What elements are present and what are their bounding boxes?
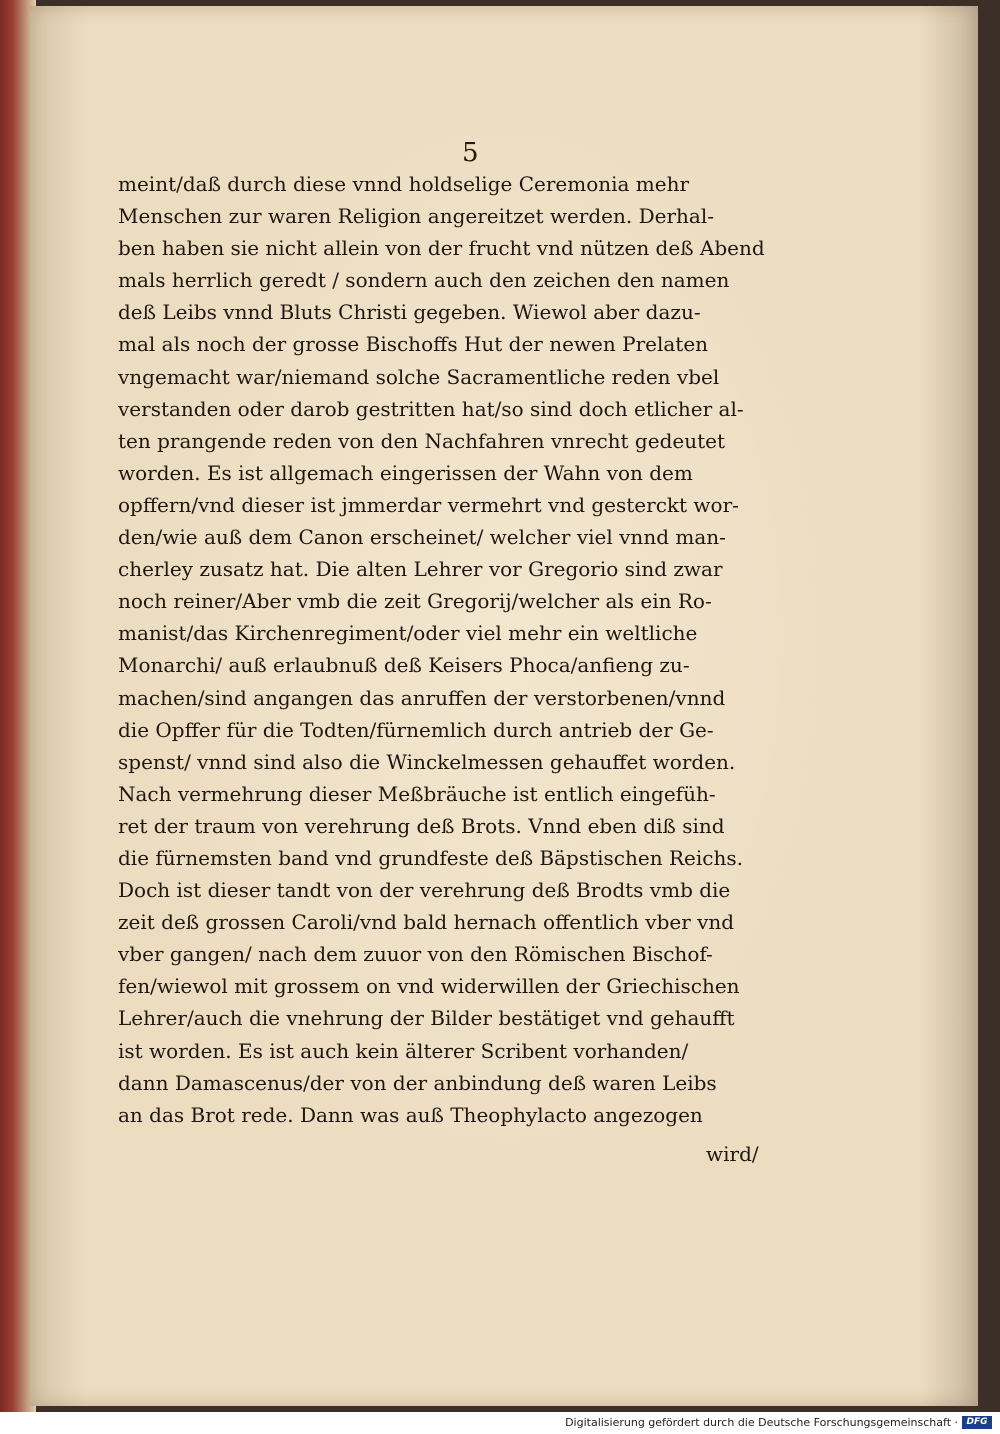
- text-line: fen/wiewol mit grossem on vnd widerwillen der Griechischen: [118, 974, 740, 999]
- text-line: manist/das Kirchenregiment/oder viel mehr ein weltliche: [118, 621, 698, 646]
- text-line: die fürnemsten band vnd grundfeste deß Bäpstischen Reichs.: [118, 845, 743, 870]
- text-line: spenst/ vnnd sind also die Winckelmessen gehauffet worden.: [118, 749, 736, 774]
- text-line: Nach vermehrung dieser Meßbräuche ist entlich eingefüh-: [118, 781, 716, 806]
- text-line: machen/sind angangen das anruffen der verstorbenen/vnnd: [118, 685, 726, 710]
- text-line: Monarchi/ auß erlaubnuß deß Keisers Phoca/anfieng zu-: [118, 653, 690, 678]
- funding-credit: Digitalisierung gefördert durch die Deutsche Forschungsgemeinschaft ·: [565, 1416, 958, 1429]
- page-number: 5: [462, 138, 479, 168]
- text-line: Menschen zur waren Religion angereitzet werden. Derhal-: [118, 204, 714, 229]
- text-line: vngemacht war/niemand solche Sacramentliche reden vbel: [118, 364, 720, 389]
- text-line: ten prangende reden von den Nachfahren vnrecht gedeutet: [118, 428, 725, 453]
- text-line: verstanden oder darob gestritten hat/so sind doch etlicher al-: [118, 396, 744, 421]
- text-line: meint/daß durch diese vnnd holdselige Ceremonia mehr: [118, 172, 690, 196]
- catchword: wird/: [706, 1142, 759, 1166]
- text-line: Lehrer/auch die vnehrung der Bilder bestätiget vnd gehaufft: [118, 1006, 735, 1031]
- text-line: mal als noch der grosse Bischoffs Hut der newen Prelaten: [118, 332, 709, 357]
- text-line: zeit deß grossen Caroli/vnd bald hernach offentlich vber vnd: [118, 910, 735, 935]
- text-line: worden. Es ist allgemach eingerissen der Wahn von dem: [118, 460, 693, 485]
- text-line: ret der traum von verehrung deß Brots. Vnnd eben diß sind: [118, 813, 725, 838]
- text-line: opffern/vnd dieser ist jmmerdar vermehrt vnd gesterckt wor-: [118, 492, 739, 517]
- text-line: dann Damascenus/der von der anbindung deß waren Leibs: [118, 1070, 717, 1095]
- text-line: vber gangen/ nach dem zuuor von den Römischen Bischof-: [118, 942, 713, 967]
- text-line: den/wie auß dem Canon erscheinet/ welcher viel vnnd man-: [118, 525, 726, 550]
- text-line: deß Leibs vnnd Bluts Christi gegeben. Wiewol aber dazu-: [118, 300, 701, 325]
- text-line: an das Brot rede. Dann was auß Theophylacto angezogen: [118, 1102, 703, 1127]
- dfg-logo-icon: DFG: [962, 1416, 992, 1429]
- text-line: ben haben sie nicht allein von der frucht vnd nützen deß Abend: [118, 236, 765, 261]
- footer-bar: [0, 1412, 1000, 1434]
- text-line: ist worden. Es ist auch kein älterer Scribent vorhanden/: [118, 1038, 689, 1063]
- body-text: [118, 168, 778, 1131]
- text-line: mals herrlich geredt / sondern auch den zeichen den namen: [118, 268, 730, 293]
- text-line: die Opffer für die Todten/fürnemlich durch antrieb der Ge-: [118, 717, 714, 742]
- text-line: noch reiner/Aber vmb die zeit Gregorij/welcher als ein Ro-: [118, 589, 712, 614]
- text-line: Doch ist dieser tandt von der verehrung deß Brodts vmb die: [118, 878, 731, 903]
- text-line: cherley zusatz hat. Die alten Lehrer vor Gregorio sind zwar: [118, 557, 723, 582]
